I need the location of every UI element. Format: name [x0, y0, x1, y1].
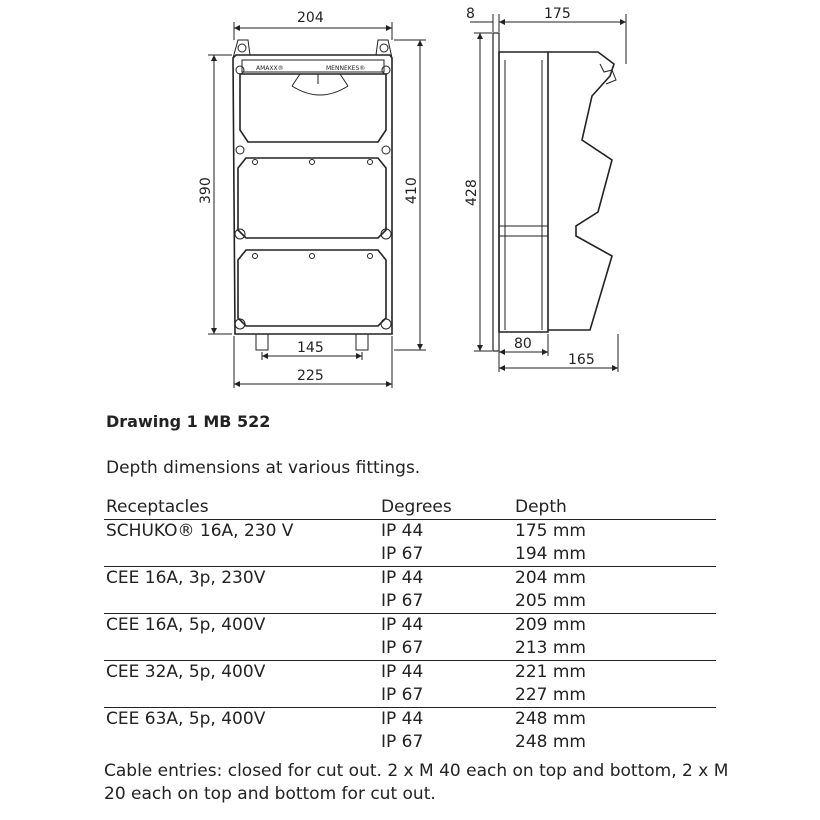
cell-degree: IP 44	[381, 615, 424, 635]
table-row	[104, 590, 716, 614]
cell-receptacle: CEE 16A, 5p, 400V	[106, 615, 266, 635]
cell-receptacle: SCHUKO® 16A, 230 V	[106, 521, 294, 541]
cell-receptacle: CEE 63A, 5p, 400V	[106, 709, 266, 729]
dim-mount-spacing: 145	[297, 340, 324, 356]
table-row	[104, 661, 716, 685]
dim-front-width: 204	[297, 10, 324, 26]
drawing-title: Drawing 1 MB 522	[106, 412, 271, 431]
cell-receptacle	[104, 543, 379, 567]
dim-side-base: 80	[514, 336, 532, 352]
cell-degree: IP 67	[381, 732, 424, 752]
cell-depth: 204 mm	[515, 568, 586, 588]
cell-depth: 227 mm	[513, 684, 716, 708]
header-receptacles: Receptacles	[104, 496, 379, 520]
table-row	[104, 684, 716, 708]
cell-receptacle: CEE 32A, 5p, 400V	[106, 662, 266, 682]
cell-depth: 194 mm	[513, 543, 716, 567]
table-header-row	[104, 496, 716, 520]
table-row	[104, 543, 716, 567]
dim-side-depth-bottom: 165	[568, 352, 595, 368]
table-row	[104, 614, 716, 638]
intro-text: Depth dimensions at various fittings.	[106, 458, 421, 478]
cell-receptacle	[104, 684, 379, 708]
dim-front-height-inner: 390	[198, 177, 214, 204]
header-depth: Depth	[513, 496, 716, 520]
logo-amaxx: AMAXX®	[256, 65, 284, 72]
cell-depth: 221 mm	[515, 662, 586, 682]
cell-receptacle	[104, 590, 379, 614]
cell-receptacle: CEE 16A, 3p, 230V	[106, 568, 266, 588]
side-view	[470, 14, 626, 372]
dim-side-depth-top: 175	[544, 6, 571, 22]
cell-degree: IP 44	[381, 568, 424, 588]
cell-degree: IP 67	[379, 684, 513, 708]
cell-depth: 213 mm	[513, 637, 716, 661]
cell-degree: IP 44	[381, 709, 424, 729]
depth-table	[104, 496, 716, 754]
cell-degree: IP 44	[381, 662, 424, 682]
technical-drawing	[0, 0, 820, 400]
logo-mennekes: MENNEKES®	[326, 65, 366, 72]
cell-degree: IP 67	[379, 637, 513, 661]
table-row	[104, 731, 716, 754]
table-row	[104, 520, 716, 544]
dim-front-height-outer: 410	[404, 177, 420, 204]
dim-side-flange: 8	[466, 6, 475, 22]
table-row	[104, 567, 716, 591]
dim-side-height: 428	[464, 179, 480, 206]
cell-degree: IP 67	[379, 543, 513, 567]
table-row	[104, 708, 716, 732]
cell-depth: 209 mm	[515, 615, 586, 635]
cell-depth: 248 mm	[515, 732, 586, 752]
cell-depth: 248 mm	[515, 709, 586, 729]
cable-entries-note: Cable entries: closed for cut out. 2 x M 40 each on top and bottom, 2 x M 20 each on top and bottom for cut out.	[104, 761, 729, 804]
cell-depth: 175 mm	[515, 521, 586, 541]
cell-degree: IP 44	[381, 521, 424, 541]
cell-depth: 205 mm	[513, 590, 716, 614]
dim-base-width: 225	[297, 368, 324, 384]
cell-degree: IP 67	[379, 590, 513, 614]
cell-receptacle	[104, 731, 379, 754]
table-row	[104, 637, 716, 661]
header-degrees: Degrees	[379, 496, 513, 520]
front-view	[208, 22, 426, 388]
cell-receptacle	[104, 637, 379, 661]
